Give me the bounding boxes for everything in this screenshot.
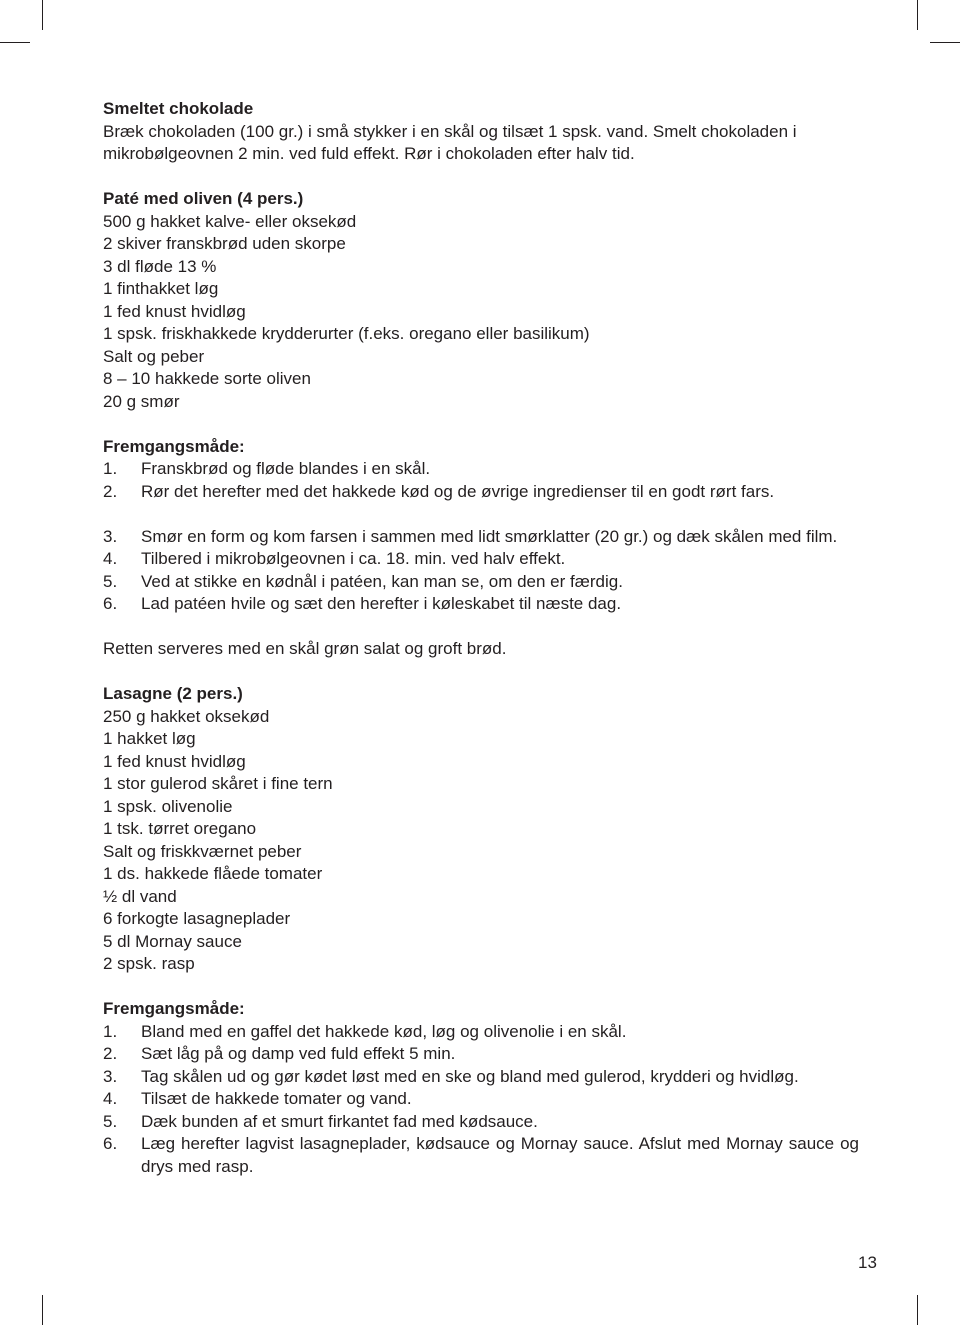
pate-steps	[103, 458, 859, 616]
step-text: Lad patéen hvile og sæt den herefter i køleskabet til næste dag.	[141, 594, 622, 613]
lasagne-ingredients	[103, 706, 859, 976]
step-text: Smør en form og kom farsen i sammen med lidt smørklatter (20 gr.) og dæk skålen med film.	[141, 526, 838, 546]
ingredient-item: 2 skiver franskbrød uden skorpe	[103, 234, 346, 253]
ingredient-item: 5 dl Mornay sauce	[103, 931, 242, 951]
ingredient-item: ½ dl vand	[103, 886, 177, 906]
step-text: Sæt låg på og damp ved fuld effekt 5 min.	[141, 1044, 456, 1063]
ingredient-item: 1 fed knust hvidløg	[103, 751, 246, 771]
page-content	[103, 98, 859, 1178]
ingredient-item: 20 g smør	[103, 391, 180, 411]
step-item	[103, 548, 859, 571]
ingredient-item: 1 stor gulerod skåret i fine tern	[103, 774, 333, 793]
step-text: Rør det herefter med det hakkede kød og de øvrige ingredienser til en godt rørt fars.	[141, 481, 775, 501]
ingredient-item: 6 forkogte lasagneplader	[103, 909, 291, 928]
crop-mark-top-left	[42, 0, 43, 30]
crop-mark-bottom-right	[917, 1295, 918, 1325]
page-number: 13	[858, 1253, 877, 1272]
lasagne-steps	[103, 1021, 859, 1179]
step-number: 5.	[103, 1111, 118, 1131]
ingredient-item: 1 fed knust hvidløg	[103, 301, 246, 321]
pate-section	[103, 188, 859, 661]
step-text: Læg herefter lagvist lasagneplader, kødsauce og Mornay sauce. Afslut med Mornay sauce og drys med rasp.	[141, 1134, 859, 1176]
step-number: 6.	[103, 594, 118, 613]
step-number: 6.	[103, 1134, 118, 1153]
step-number: 1.	[103, 459, 118, 478]
step-item	[103, 571, 859, 594]
step-text: Dæk bunden af et smurt firkantet fad med kødsauce.	[141, 1111, 538, 1131]
step-text: Franskbrød og fløde blandes i en skål.	[141, 459, 431, 478]
chocolate-title: Smeltet chokolade	[103, 99, 254, 118]
step-item	[103, 1111, 859, 1134]
step-number: 3.	[103, 1066, 118, 1086]
lasagne-section	[103, 683, 859, 1178]
step-item	[103, 1021, 859, 1044]
step-number: 5.	[103, 571, 118, 591]
step-number: 2.	[103, 1044, 118, 1063]
ingredient-item: Salt og friskkværnet peber	[103, 841, 302, 861]
step-text: Tilsæt de hakkede tomater og vand.	[141, 1089, 412, 1108]
step-item	[103, 481, 859, 504]
ingredient-item: 3 dl fløde 13 %	[103, 256, 217, 276]
step-text: Bland med en gaffel det hakkede kød, løg og olivenolie i en skål.	[141, 1021, 627, 1041]
step-number: 3.	[103, 526, 118, 546]
ingredient-item: 1 spsk. friskhakkede krydderurter (f.eks. oregano eller basilikum)	[103, 324, 590, 343]
ingredient-item: Salt og peber	[103, 346, 205, 366]
pate-serving-note: Retten serveres med en skål grøn salat og groft brød.	[103, 639, 507, 658]
step-item	[103, 458, 859, 481]
step-text: Ved at stikke en kødnål i patéen, kan man se, om den er færdig.	[141, 571, 623, 591]
ingredient-item: 1 finthakket løg	[103, 279, 219, 298]
chocolate-section	[103, 98, 859, 166]
step-number: 1.	[103, 1021, 118, 1041]
step-item	[103, 1066, 859, 1089]
lasagne-title: Lasagne (2 pers.)	[103, 684, 243, 703]
step-item	[103, 1043, 859, 1066]
ingredient-item: 1 spsk. olivenolie	[103, 796, 233, 816]
step-number: 2.	[103, 481, 118, 501]
crop-mark-top-right	[917, 0, 918, 30]
ingredient-item: 8 – 10 hakkede sorte oliven	[103, 369, 311, 388]
chocolate-line: mikrobølgeovnen 2 min. ved fuld effekt. Rør i chokoladen efter halv tid.	[103, 144, 635, 163]
lasagne-method-title: Fremgangsmåde:	[103, 999, 245, 1018]
step-item	[103, 526, 859, 549]
pate-method-title: Fremgangsmåde:	[103, 436, 245, 456]
ingredient-item: 1 ds. hakkede flåede tomater	[103, 864, 323, 883]
ingredient-item: 1 tsk. tørret oregano	[103, 819, 257, 838]
step-text: Tag skålen ud og gør kødet løst med en ske og bland med gulerod, krydderi og hvidløg.	[141, 1066, 799, 1086]
pate-title: Paté med oliven (4 pers.)	[103, 189, 304, 208]
step-item	[103, 1133, 859, 1178]
ingredient-item: 250 g hakket oksekød	[103, 706, 270, 726]
ingredient-item: 500 g hakket kalve- eller oksekød	[103, 211, 357, 231]
ingredient-item: 2 spsk. rasp	[103, 954, 195, 973]
step-item	[103, 1088, 859, 1111]
crop-mark-top-left-h	[0, 42, 30, 43]
chocolate-line: Bræk chokoladen (100 gr.) i små stykker i en skål og tilsæt 1 spsk. vand. Smelt chokoladen i	[103, 121, 797, 141]
crop-mark-top-right-h	[930, 42, 960, 43]
pate-ingredients	[103, 211, 859, 414]
step-text: Tilbered i mikrobølgeovnen i ca. 18. min. ved halv effekt.	[141, 549, 566, 568]
step-number: 4.	[103, 549, 118, 568]
step-number: 4.	[103, 1089, 118, 1108]
crop-mark-bottom-left	[42, 1295, 43, 1325]
step-item	[103, 593, 859, 616]
ingredient-item: 1 hakket løg	[103, 729, 196, 748]
